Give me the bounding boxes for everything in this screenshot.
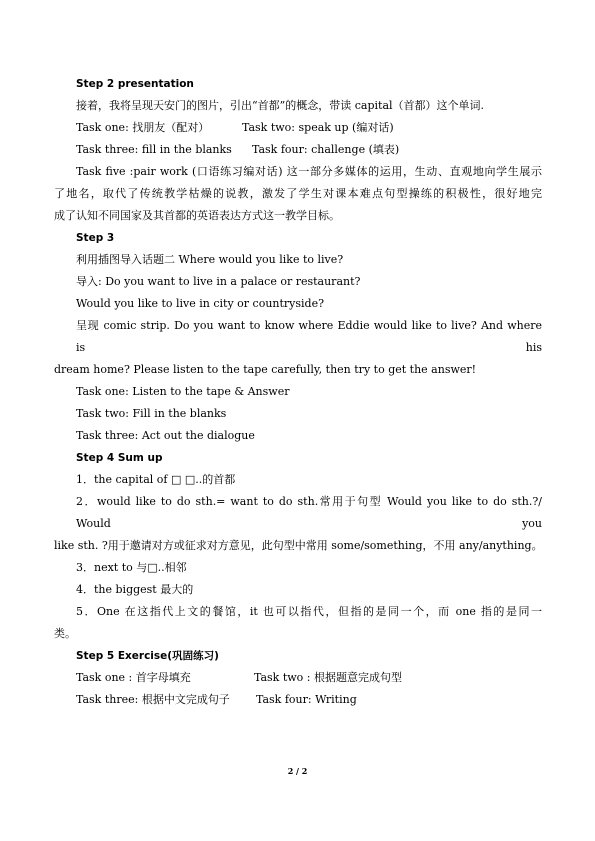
step5-heading: Step 5 Exercise(巩固练习) — [76, 650, 219, 662]
step3-task-two: Task two: Fill in the blanks — [76, 407, 227, 420]
step2-intro: 接着，我将呈现天安门的图片，引出“首都”的概念，带读 capital（首都）这个单词. — [76, 99, 485, 112]
step5-task-two: Task two : 根据题意完成句型 — [254, 671, 403, 684]
step2-task-five-line3: 成了认知不同国家及其首都的英语表达方式这一教学目标。 — [54, 209, 340, 222]
step2-task-two: Task two: speak up (编对话) — [242, 121, 394, 134]
step4-item2-line1: 2．would like to do sth.= want to do sth.常用于句型 Would you like to do sth.?/ Would you — [76, 495, 542, 530]
step3-line1: 利用插图导入话题二 Where would you like to live? — [76, 253, 344, 266]
step3-heading: Step 3 — [76, 232, 115, 244]
step4-item4: 4．the biggest 最大的 — [76, 583, 194, 596]
step3-line2: 导入: Do you want to live in a palace or restaurant? — [76, 275, 361, 288]
step2-heading: Step 2 presentation — [76, 78, 194, 90]
step2-task-five-line2: 了地名，取代了传统教学枯燥的说教，激发了学生对课本难点句型操练的积极性，很好地完 — [54, 187, 542, 200]
step4-item5-line1: 5．One 在这指代上文的餐馆，it 也可以指代，但指的是同一个，而 one 指的是同一 — [76, 605, 542, 618]
step4-item3: 3．next to 与□..相邻 — [76, 561, 187, 574]
step5-tasks-row1 — [54, 667, 542, 689]
step3-line4: 呈现 comic strip. Do you want to know where Eddie would like to live? And where is his — [76, 319, 542, 354]
step2-tasks-row1 — [54, 117, 542, 139]
step4-item1: 1．the capital of □ □..的首都 — [76, 473, 236, 486]
document-body — [54, 73, 542, 711]
step5-task-one: Task one : 首字母填充 — [76, 671, 191, 684]
step5-tasks-row2 — [54, 689, 542, 711]
page-number: 2 / 2 — [287, 766, 308, 776]
step5-task-three: Task three: 根据中文完成句子 — [76, 693, 230, 706]
step3-line5: dream home? Please listen to the tape carefully, then try to get the answer! — [54, 363, 477, 376]
step2-task-three: Task three: fill in the blanks — [76, 143, 232, 156]
step2-task-one: Task one: 找朋友（配对） — [76, 121, 210, 134]
step5-task-four: Task four: Writing — [256, 693, 357, 706]
step4-item5-line2: 类。 — [54, 627, 76, 640]
step2-tasks-row2 — [54, 139, 542, 161]
step2-task-five-line1: Task five :pair work (口语练习编对话) 这一部分多媒体的运用，生动、直观地向学生展示 — [76, 165, 542, 178]
step4-heading: Step 4 Sum up — [76, 452, 163, 464]
step3-line3: Would you like to live in city or countryside? — [76, 297, 324, 310]
step4-item2-line2: like sth. ?用于邀请对方或征求对方意见，此句型中常用 some/something，不用 any/anything。 — [54, 539, 543, 552]
step3-task-one: Task one: Listen to the tape & Answer — [76, 385, 290, 398]
step3-task-three: Task three: Act out the dialogue — [76, 429, 255, 442]
step2-task-four: Task four: challenge (填表) — [252, 143, 400, 156]
